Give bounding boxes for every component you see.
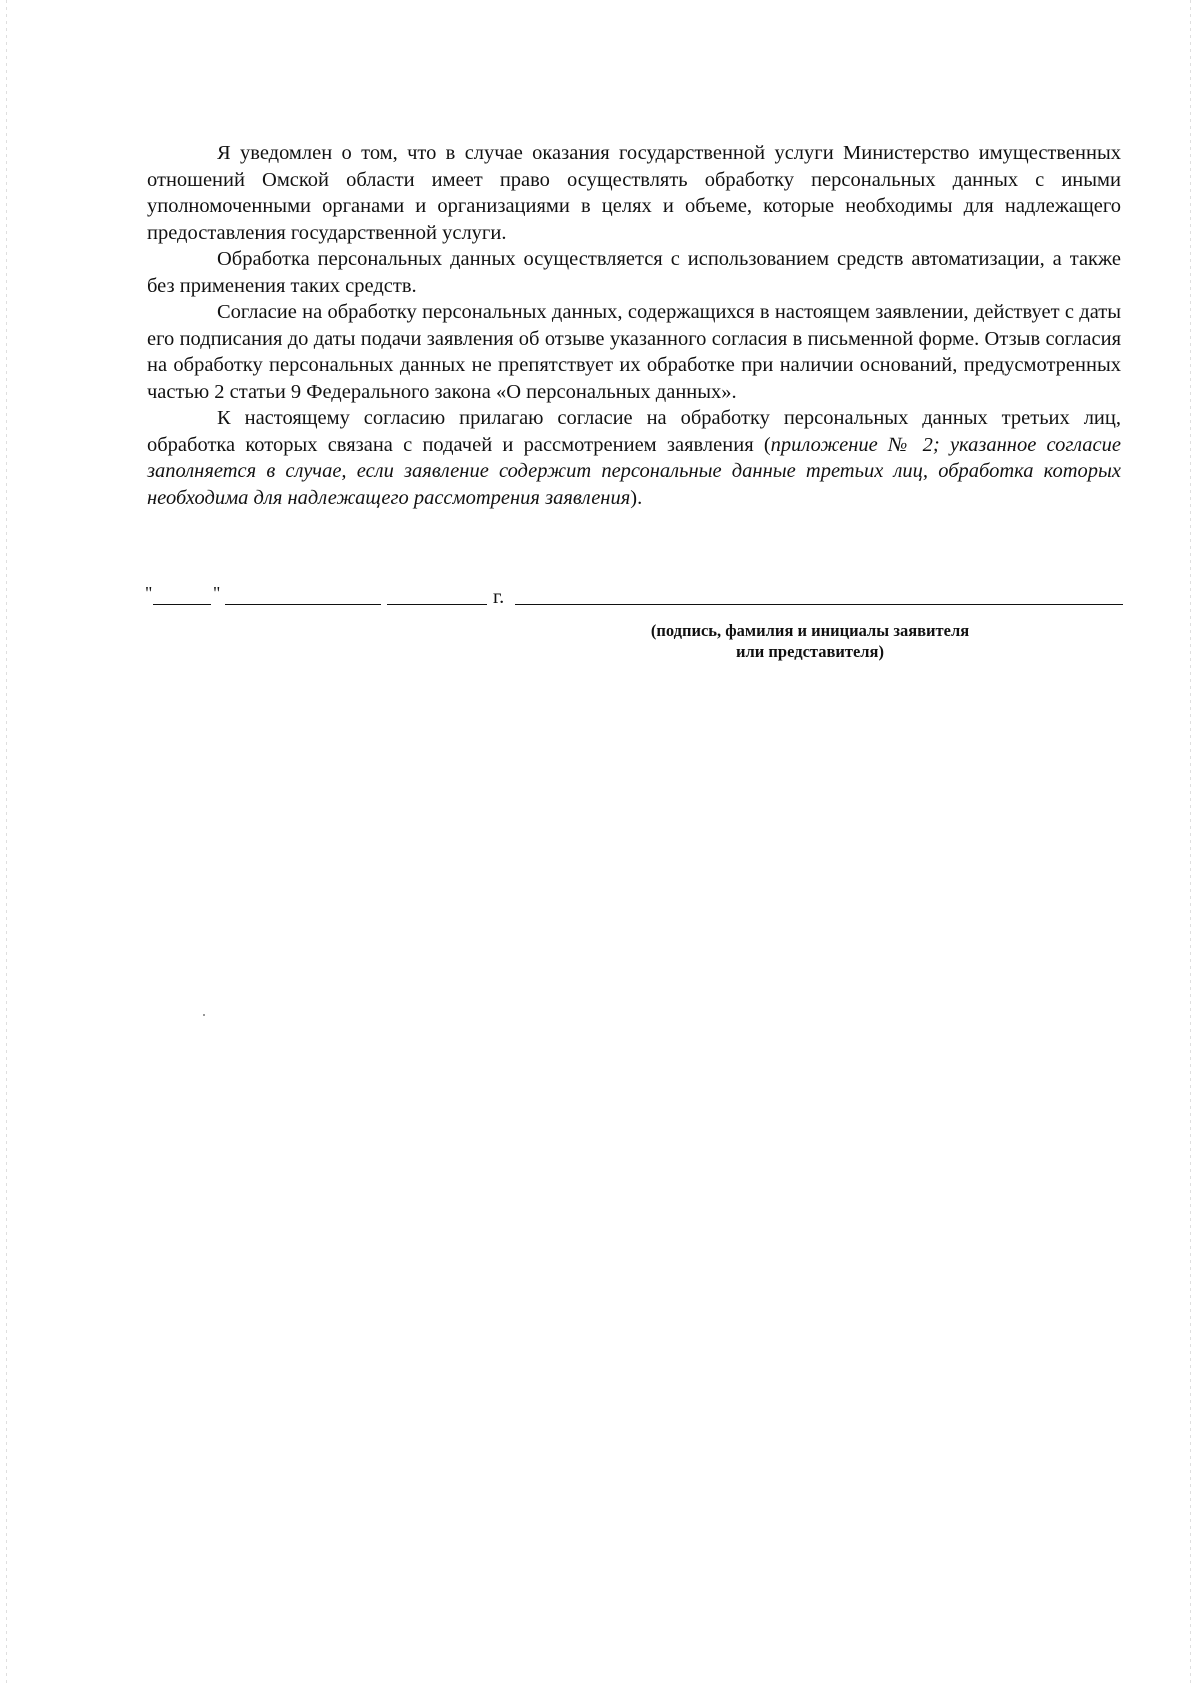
consent-body — [147, 140, 1121, 511]
year-suffix: г. — [493, 586, 505, 608]
month-blank[interactable] — [225, 604, 381, 605]
paragraph-consent-validity: Согласие на обработку персональных данных, содержащихся в настоящем заявлении, действует с даты его подписания до даты подачи заявления об отзыве указанного согласия в письменной форме. Отзыв согласия на обработку персональных данных не препятствует их обработке при наличии оснований, предусмотренных частью 2 статьи 9 Федерального закона «О персональных данных». — [147, 301, 1121, 403]
paragraph-third-party-consent — [147, 405, 1121, 511]
signature-caption-line1: (подпись, фамилия и инициалы заявителя — [650, 621, 970, 640]
day-quote-close: " — [213, 583, 221, 603]
scan-edge-right — [1190, 0, 1191, 1686]
scan-speck — [203, 1014, 205, 1016]
third-party-italic-note: приложение № 2; указанное согласие заполняется в случае, если заявление содержит персональные данные третьих лиц, обработка которых необходима для надлежащего рассмотрения заявления — [147, 433, 1121, 509]
paragraph-notification: Я уведомлен о том, что в случае оказания государственной услуги Министерство имущественных отношений Омской области имеет право осуществлять обработку персональных данных с иными уполномоченными органами и организациями в целях и объеме, которые необходимы для надлежащего предоставления государственной услуги. — [147, 142, 1121, 244]
paragraph-processing-method: Обработка персональных данных осуществляется с использованием средств автоматизации, а также без применения таких средств. — [147, 248, 1121, 297]
scan-edge-left — [6, 0, 7, 1686]
date-signature-row — [145, 584, 1123, 614]
signature-blank[interactable] — [515, 604, 1123, 605]
day-quote-open: " — [145, 583, 153, 603]
year-blank[interactable] — [387, 604, 487, 605]
third-party-tail: ). — [630, 486, 643, 509]
third-party-lead: К настоящему согласию прилагаю согласие на обработку персональных данных третьих лиц, обработка которых связана с подачей и рассмотрением заявления ( — [147, 407, 1121, 456]
signature-caption-line2: или представителя) — [736, 642, 884, 661]
signature-caption — [610, 620, 1010, 662]
day-blank[interactable] — [153, 604, 211, 605]
